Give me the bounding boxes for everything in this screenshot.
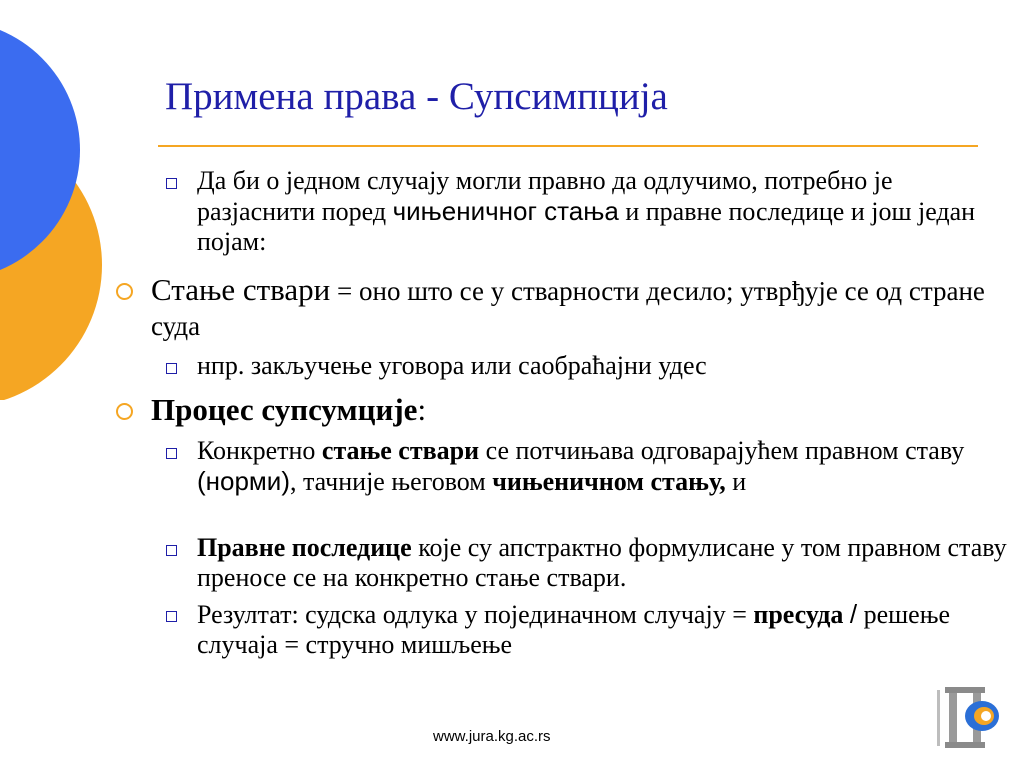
point-subsumption: Процес супсумције: [151,392,427,427]
point-state-of-things: Стање ствари = оно што се у стварности десило; утврђује се од стране суда [151,272,985,341]
circle-bullet-icon [116,283,133,300]
square-bullet-icon [166,611,177,622]
website-footer: www.jura.kg.ac.rs [433,728,551,745]
example-line: нпр. закључење уговора или саобраћајни удес [197,351,707,380]
square-bullet-icon [166,178,177,189]
square-bullet-icon [166,363,177,374]
subsumption-detail-1: Конкретно стање ствари се потчињава одговарајућем правном ставу (норми), тачније његовом чињеничном стању, и [197,436,965,496]
square-bullet-icon [166,545,177,556]
square-bullet-icon [166,448,177,459]
subsumption-result: Резултат: судска одлука у појединачном случају = пресуда / решење случаја = стручно мишљење [197,599,951,659]
subsumption-detail-2: Правне последице које су апстрактно формулисане у том правном ставу преносе се на конкретно стање ствари. [197,533,1007,592]
faculty-logo-icon [935,685,1005,750]
page-title: Примена права - Супсимпција [165,75,668,118]
circle-bullet-icon [116,403,133,420]
intro-paragraph: Да би о једном случају могли правно да одлучимо, потребно је разјаснити поред чињеничног стања и правне последице и још један појам: [197,166,976,256]
